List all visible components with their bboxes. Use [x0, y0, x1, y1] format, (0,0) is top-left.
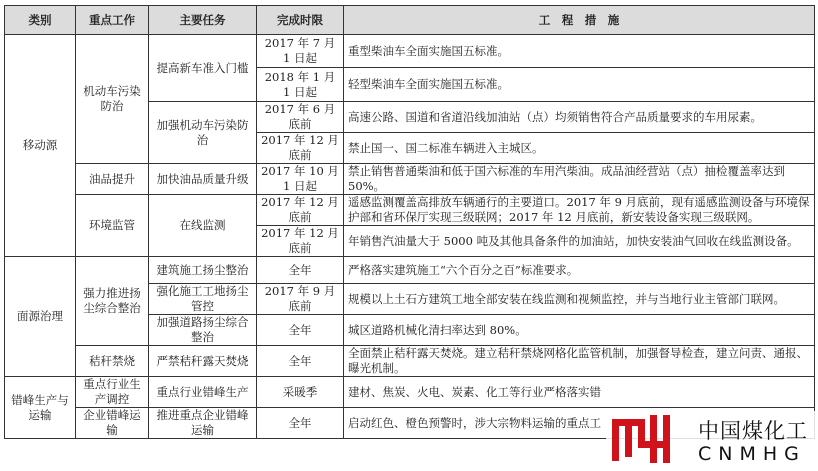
- measure-cell: 城区道路机械化清扫率达到 80%。: [344, 315, 815, 346]
- watermark-text-en: CNMHG: [698, 443, 806, 465]
- deadline-cell: 2017 年 12 月底前: [257, 133, 344, 164]
- work-cell: 重点行业生产调控: [76, 377, 149, 408]
- deadline-cell: 全年: [257, 257, 344, 284]
- deadline-cell: 全年: [257, 346, 344, 377]
- table-row: [5, 35, 815, 68]
- task-cell: 加强机动车污染防治: [149, 102, 257, 164]
- work-cell: 秸秆禁烧: [76, 346, 149, 377]
- task-cell: 推进重点企业错峰运输: [149, 408, 257, 439]
- task-cell: 重点行业错峰生产: [149, 377, 257, 408]
- measure-cell: 严格落实建筑施工“六个百分之百”标准要求。: [344, 257, 815, 284]
- work-cell: 强力推进扬尘综合整治: [76, 257, 149, 346]
- work-cell: 油品提升: [76, 164, 149, 195]
- work-cell: 企业错峰运输: [76, 408, 149, 439]
- work-cell: 机动车污染防治: [76, 35, 149, 164]
- deadline-cell: 2017 年 6 月底前: [257, 102, 344, 133]
- measure-cell: 禁止销售普通柴油和低于国六标准的车用汽柴油。成品油经营站（点）抽检覆盖率达到 50%。: [344, 164, 815, 195]
- measures-table: [4, 5, 815, 439]
- deadline-cell: 采暖季: [257, 377, 344, 408]
- task-cell: 建筑施工扬尘整治: [149, 257, 257, 284]
- deadline-cell: 2017 年 12 月底前: [257, 195, 344, 226]
- header-deadline: 完成时限: [257, 6, 344, 35]
- table-row: [5, 346, 815, 377]
- category-cell: 面源治理: [5, 257, 76, 377]
- measure-cell: 禁止国一、国二标准车辆进入主城区。: [344, 133, 815, 164]
- header-row: [5, 6, 815, 35]
- task-cell: 在线监测: [149, 195, 257, 257]
- work-cell: 环境监管: [76, 195, 149, 257]
- task-cell: 加强道路扬尘综合整治: [149, 315, 257, 346]
- deadline-cell: 2018 年 1 月 1 日起: [257, 68, 344, 102]
- task-cell: 提高新车准入门槛: [149, 35, 257, 102]
- measure-cell: 高速公路、国道和省道沿线加油站（点）均须销售符合产品质量要求的车用尿素。: [344, 102, 815, 133]
- deadline-cell: 2017 年 10 月 1 日起: [257, 164, 344, 195]
- watermark-text-cn: 中国煤化工: [698, 419, 808, 443]
- table-row: [5, 195, 815, 226]
- deadline-cell: 2017 年 7 月 1 日起: [257, 35, 344, 68]
- watermark: [606, 411, 816, 469]
- watermark-logo-icon: [610, 413, 672, 465]
- measure-cell: 规模以上土石方建筑工地全部安装在线监测和视频监控，并与当地行业主管部门联网。: [344, 284, 815, 315]
- table-row: [5, 164, 815, 195]
- category-cell: 移动源: [5, 35, 76, 257]
- measure-cell: 重型柴油车全面实施国五标准。: [344, 35, 815, 68]
- task-cell: 强化施工工地扬尘管控: [149, 284, 257, 315]
- header-category: 类别: [5, 6, 76, 35]
- measure-cell: 遥感监测覆盖高排放车辆通行的主要道口。2017 年 9 月底前，现有遥感监测设备与环境保护部和省环保厅实现三级联网；2017 年 12 月底前，新安装设备实现三级联网。: [344, 195, 815, 226]
- task-cell: 严禁秸秆露天焚烧: [149, 346, 257, 377]
- category-cell: 错峰生产与运输: [5, 377, 76, 439]
- measure-cell: 启动红色、橙色预警时，涉大宗物料运输的重点工: [344, 408, 815, 439]
- measure-cell: 轻型柴油车全面实施国五标准。: [344, 68, 815, 102]
- table-row: [5, 377, 815, 408]
- header-work: 重点工作: [76, 6, 149, 35]
- deadline-cell: 2017 年 9 月底前: [257, 284, 344, 315]
- measure-cell: 建材、焦炭、火电、炭素、化工等行业严格落实错: [344, 377, 815, 408]
- header-measures: 工 程 措 施: [344, 6, 815, 35]
- header-task: 主要任务: [149, 6, 257, 35]
- measure-cell: 年销售汽油量大于 5000 吨及其他具备条件的加油站，加快安装油气回收在线监测设备。: [344, 226, 815, 257]
- table-row: [5, 257, 815, 284]
- deadline-cell: 全年: [257, 408, 344, 439]
- deadline-cell: 全年: [257, 315, 344, 346]
- task-cell: 加快油品质量升级: [149, 164, 257, 195]
- measure-cell: 全面禁止秸秆露天焚烧。建立秸秆禁烧网格化监管机制，加强督导检查，建立问责、通报、曝光机制。: [344, 346, 815, 377]
- deadline-cell: 2017 年 12 月底前: [257, 226, 344, 257]
